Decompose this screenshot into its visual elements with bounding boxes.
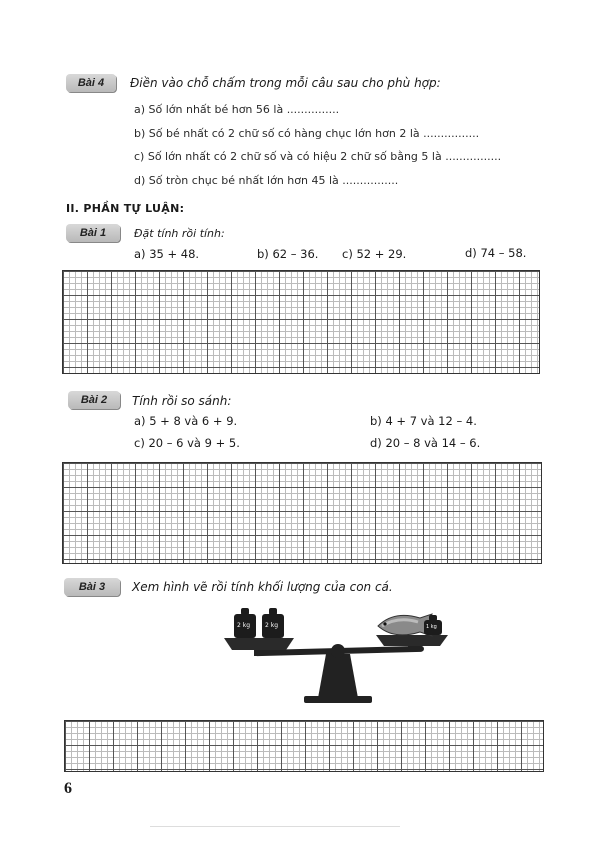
weight-label-2kg-1: 2 kg <box>237 622 251 629</box>
bai1-item-b: b) 62 – 36. <box>257 247 319 261</box>
bai2-item-b: b) 4 + 7 và 12 – 4. <box>370 414 477 428</box>
bai4-item-d: d) Số tròn chục bé nhất lớn hơn 45 là ................ <box>134 174 399 187</box>
bai4-item-b: b) Số bé nhất có 2 chữ số có hàng chục lớn hơn 2 là ................ <box>134 127 480 140</box>
section-title: II. PHẦN TỰ LUẬN: <box>66 202 185 215</box>
fish-icon <box>378 614 432 636</box>
bai3-instruction: Xem hình vẽ rồi tính khối lượng của con cá. <box>132 580 393 594</box>
bai4-item-c: c) Số lớn nhất có 2 chữ số và có hiệu 2 chữ số bằng 5 là ................ <box>134 150 502 163</box>
bai1-item-c: c) 52 + 29. <box>342 247 407 261</box>
grid-bai2 <box>62 462 542 564</box>
left-pan <box>224 638 294 650</box>
weight-label-2kg-2: 2 kg <box>265 622 279 629</box>
bai2-item-d: d) 20 – 8 và 14 – 6. <box>370 436 481 450</box>
bai1-item-d: d) 74 – 58. <box>465 246 527 260</box>
scale-foot <box>304 696 372 703</box>
bai1-instruction: Đặt tính rồi tính: <box>134 227 225 240</box>
bai3-badge: Bài 3 <box>64 578 120 596</box>
bai2-instruction: Tính rồi so sánh: <box>132 394 232 408</box>
bai4-badge: Bài 4 <box>66 74 116 92</box>
page-number: 6 <box>64 780 72 797</box>
bai1-badge: Bài 1 <box>66 224 120 242</box>
bai4-instruction: Điền vào chỗ chấm trong mỗi câu sau cho phù hợp: <box>130 76 441 90</box>
scale-pivot <box>331 644 345 658</box>
bai2-item-c: c) 20 – 6 và 9 + 5. <box>134 436 240 450</box>
grid-bai1 <box>62 270 540 374</box>
grid-bai3 <box>64 720 544 772</box>
weight-label-1kg: 1 kg <box>426 624 437 630</box>
balance-scale-illustration <box>210 600 460 710</box>
bai4-item-a: a) Số lớn nhất bé hơn 56 là ............... <box>134 103 340 116</box>
footer-rule <box>150 826 400 827</box>
right-pan <box>376 635 448 646</box>
bai2-badge: Bài 2 <box>68 391 120 409</box>
scale-base <box>318 654 358 698</box>
bai2-item-a: a) 5 + 8 và 6 + 9. <box>134 414 238 428</box>
bai1-item-a: a) 35 + 48. <box>134 247 200 261</box>
